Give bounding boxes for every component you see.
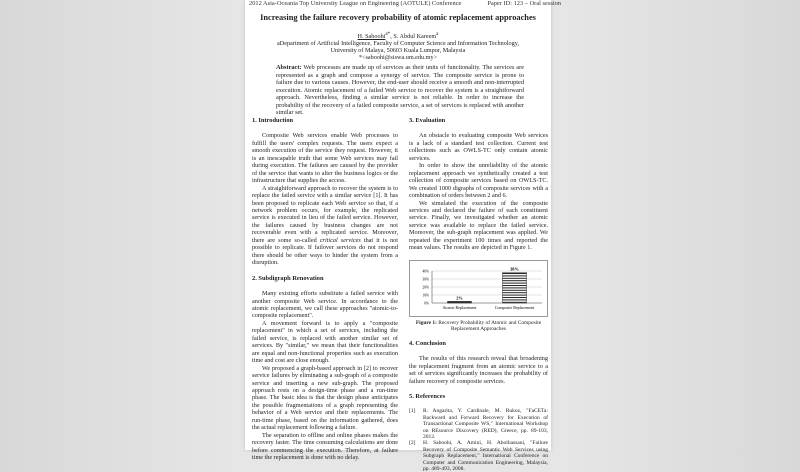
running-header [249,0,561,7]
reference-number: [1] [409,408,416,415]
section-heading: 1. Introduction [252,117,294,124]
reference-number: [2] [409,440,416,447]
paper-title: Increasing the failure recovery probability of atomic replacement approaches [260,13,536,22]
section-heading: 2. Subdigraph Renovation [252,274,324,282]
bar-composite-replacement [503,272,527,302]
x-tick-label: Atomic Replacement [442,304,477,310]
left-column [252,117,398,461]
paragraph: The separation to offline and online phases makes the recovery faster. The time consuming calculations are done before commencing the execution. Therefore, at failure time the replacement is done with no delay. [252,431,398,462]
paragraph: The results of this research reveal that broadening the replacement fragment from an atomic service to a set of services significantly increases the probability of failure recovery of composite services. [409,355,548,385]
reference-item [409,408,548,440]
header-paper-id: Paper ID: 123 – Oral session [487,0,561,7]
paragraph: A movement forward is to apply a "composite replacement" in which a set of services, including the failed service, is replaced with another similar set of services. By "similar," we mean that their functionalities are equal and non-functional properties such as execution time and cost are close enough. [252,319,398,365]
paragraph: We proposed a graph-based approach in [2] to recover service failures by eliminating a sub-graph of a composite service and inserting a new sub-graph. The proposed approach rests on a design-time phase and a run-time phase. The basic idea is that the design phase anticipates the possible fragmentations of a graph representing the behavior of a Web service and their replacements. The run-time phase, based on the information gathered, does the actual replacement following a failure. [252,364,398,432]
author-2: , S. Abdul Kareem [390,33,437,41]
section-heading: 5. References [409,392,446,400]
y-tick-label: 0% [424,301,429,306]
caption-label: Figure 1: [415,319,437,326]
text: that it is not possible to replicate. If failover services do not respond there should be other ways to hinder the system from a disruption. [252,236,398,267]
author-mark-2: a [436,31,439,37]
paragraph [252,185,398,267]
reference-text: H. Saboohi, A. Amini, H. Abolhassani, "Failure Recovery of Composite Semantic Web Services using Subgraph Replacement," International Conference on Computer and Communication Engineering, Malaysia, pp. 489-493, 2008. [423,440,548,472]
author-names [245,31,551,40]
paragraph: In order to show the unreliability of the atomic replacement approach we synthetically created a test collection of composite services based on OWLS-TC. We created 1000 digraphs of composite services with a combination of orders between 2 and 6. [409,162,548,200]
author-1: H. Saboohi [357,33,386,41]
text: A straightforward approach to recover the system is to replace the failed service with a similar service [1]. It has been proposed to replicate each Web service so that, if a network problem occurs, for example, the replicated service is executed in lieu of the failed service. However, the failures caused by business changes are not recoverable even with a replicated service. Moreover, there are some so-called [252,184,398,244]
paper-page [245,0,561,472]
data-label: 2% [456,295,463,301]
bar-chart [410,261,549,316]
abstract [276,64,524,117]
figure-caption [409,320,548,332]
paragraph: Composite Web services enable Web processes to fulfill the users' complex requests. The users expect a smooth execution of the service they request. However, it is an inescapable truth that some Web services may fail during execution. The failures are caused by the provider of the service that wants to alter the business logics or the infrastructure that supplies the access. [252,132,398,185]
abstract-text: Web processes are made up of services as their units of functionality. The services are represented as a graph and compose a synergy of service. The composite service is prone to failure due to various causes. However, the end-user should receive a smooth and non-interrupted execution. Atomic replacement of a failed Web service to recover the system is a straightforward approach. Nevertheless, finding a similar service is not reliable. In order to increase the probability of the recovery of a failed composite service, a set of services is replaced with another similar set. [276,64,524,116]
email: *<saboohi@siswa.um.edu.my> [358,54,438,62]
section-heading: 4. Conclusion [409,339,446,347]
y-tick-label: 10% [422,293,429,298]
affiliation-2: University of Malaya, 50603 Kuala Lumpur, Malaysia [330,47,466,55]
reference-text: R. Angarita, Y. Cardinale, M. Rukoz, "FaCETa: Backward and Forward Recovery for Execution of Transactional Composite WS," International Workshop on REsource Discovery (RED), Greece, pp. 89-103, 2012. [423,408,548,441]
affiliation: aDepartment of Artificial Intelligence, Faculty of Computer Science and Information Technology, [276,40,519,48]
right-column [409,117,548,472]
header-conference: 2012 Asia-Oceania Top University League on Engineering (AOTULE) Conference [249,0,462,7]
paragraph: An obstacle to evaluating composite Web services is a lack of a standard test collection. Current test collections such as OWLS-TC only contain atomic services. [409,132,548,162]
data-label: 38% [510,266,519,272]
y-tick-label: 40% [422,269,429,274]
authors-block [245,31,551,61]
section-heading: 3. Evaluation [409,117,446,124]
y-tick-label: 30% [422,277,429,282]
x-tick-label: Composite Replacement [494,304,535,310]
reference-list [409,408,548,472]
paragraph: Many existing efforts substitute a failed service with another composite Web service. In accordance to the atomic replacement, we call these approaches "atomic-to-composite replacement". [252,290,398,320]
bar-atomic-replacement [448,301,472,303]
caption-text: Recovery Probability of Atomic and Composite Replacement Approaches [436,319,542,332]
reference-item [409,440,548,472]
figure-1 [409,260,548,317]
emphasis: critical services [319,236,361,244]
y-tick-label: 20% [422,285,429,290]
paragraph: We simulated the execution of the composite services and declared the failure of each constituent service. Finally, we investigated whether an atomic service was available to replace the failed service. Moreover, the sub-graph replacement was applied. We repeated the experiment 100 times and reported the mean values. The results are depicted in Figure 1. [409,199,548,252]
author-mark: a* [385,31,391,37]
abstract-label: Abstract: [276,64,302,71]
